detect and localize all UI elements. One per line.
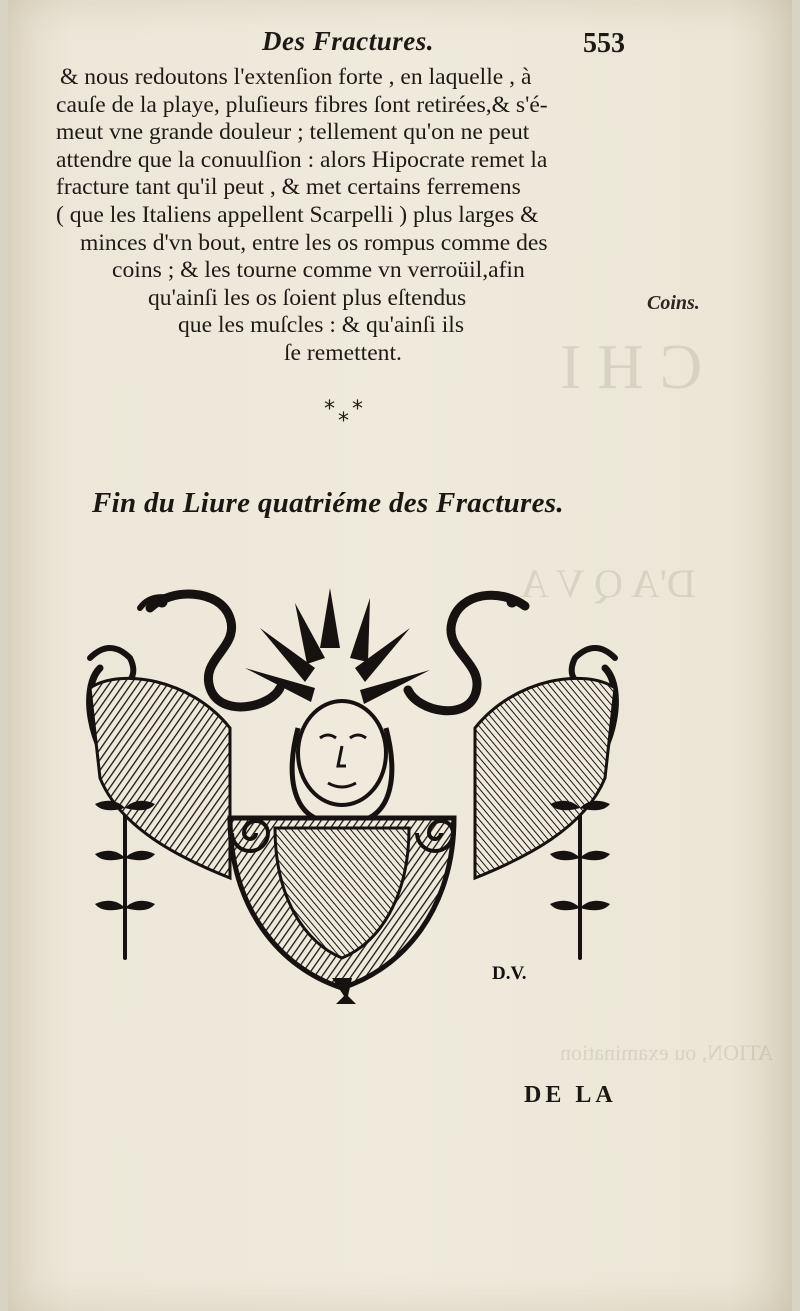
show-through: C H I [560, 331, 703, 402]
running-head: Des Fractures. [262, 26, 435, 56]
page-number: 553 [583, 28, 625, 59]
printer-mark: D.V. [492, 963, 527, 984]
text-line: qu'ainſi les os ſoient plus eſtendus [148, 284, 467, 311]
text-line: fracture tant qu'il peut , & met certains ferremens [56, 174, 521, 201]
text-line: ſe remettent. [284, 339, 402, 366]
text-line: & nous redoutons l'extenſion forte , en laquelle , à [60, 64, 532, 90]
text-line: minces d'vn bout, entre les os rompus comme des [80, 229, 548, 256]
asterism-star: * [338, 409, 349, 434]
asterism-star: * [352, 397, 363, 422]
asterism [322, 397, 378, 433]
show-through: D'A Q V A [520, 561, 696, 606]
text-line: coins ; & les tourne comme vn verroüil,afin [112, 257, 525, 284]
text-line: cauſe de la playe, pluſieurs fibres ſont retirées,& s'é- [56, 91, 548, 118]
text-line: ( que les Italiens appellent Scarpelli ) plus larges & [56, 201, 539, 228]
asterism-star: * [324, 397, 335, 422]
margin-note: Coins. [647, 292, 700, 314]
text-line: que les muſcles : & qu'ainſi ils [178, 312, 465, 339]
body-text [56, 64, 656, 368]
text-line: meut vne grande douleur ; tellement qu'on ne peut [56, 119, 530, 146]
page-header [0, 22, 800, 68]
show-through: ATION, ou examination [560, 1040, 774, 1065]
catchword: DE LA [524, 1082, 617, 1108]
end-title: Fin du Liure quatriéme des Fractures. [92, 487, 564, 519]
text-line: attendre que la conuulſion : alors Hipocrate remet la [56, 146, 548, 173]
woodcut-headpiece-icon [80, 578, 625, 1014]
